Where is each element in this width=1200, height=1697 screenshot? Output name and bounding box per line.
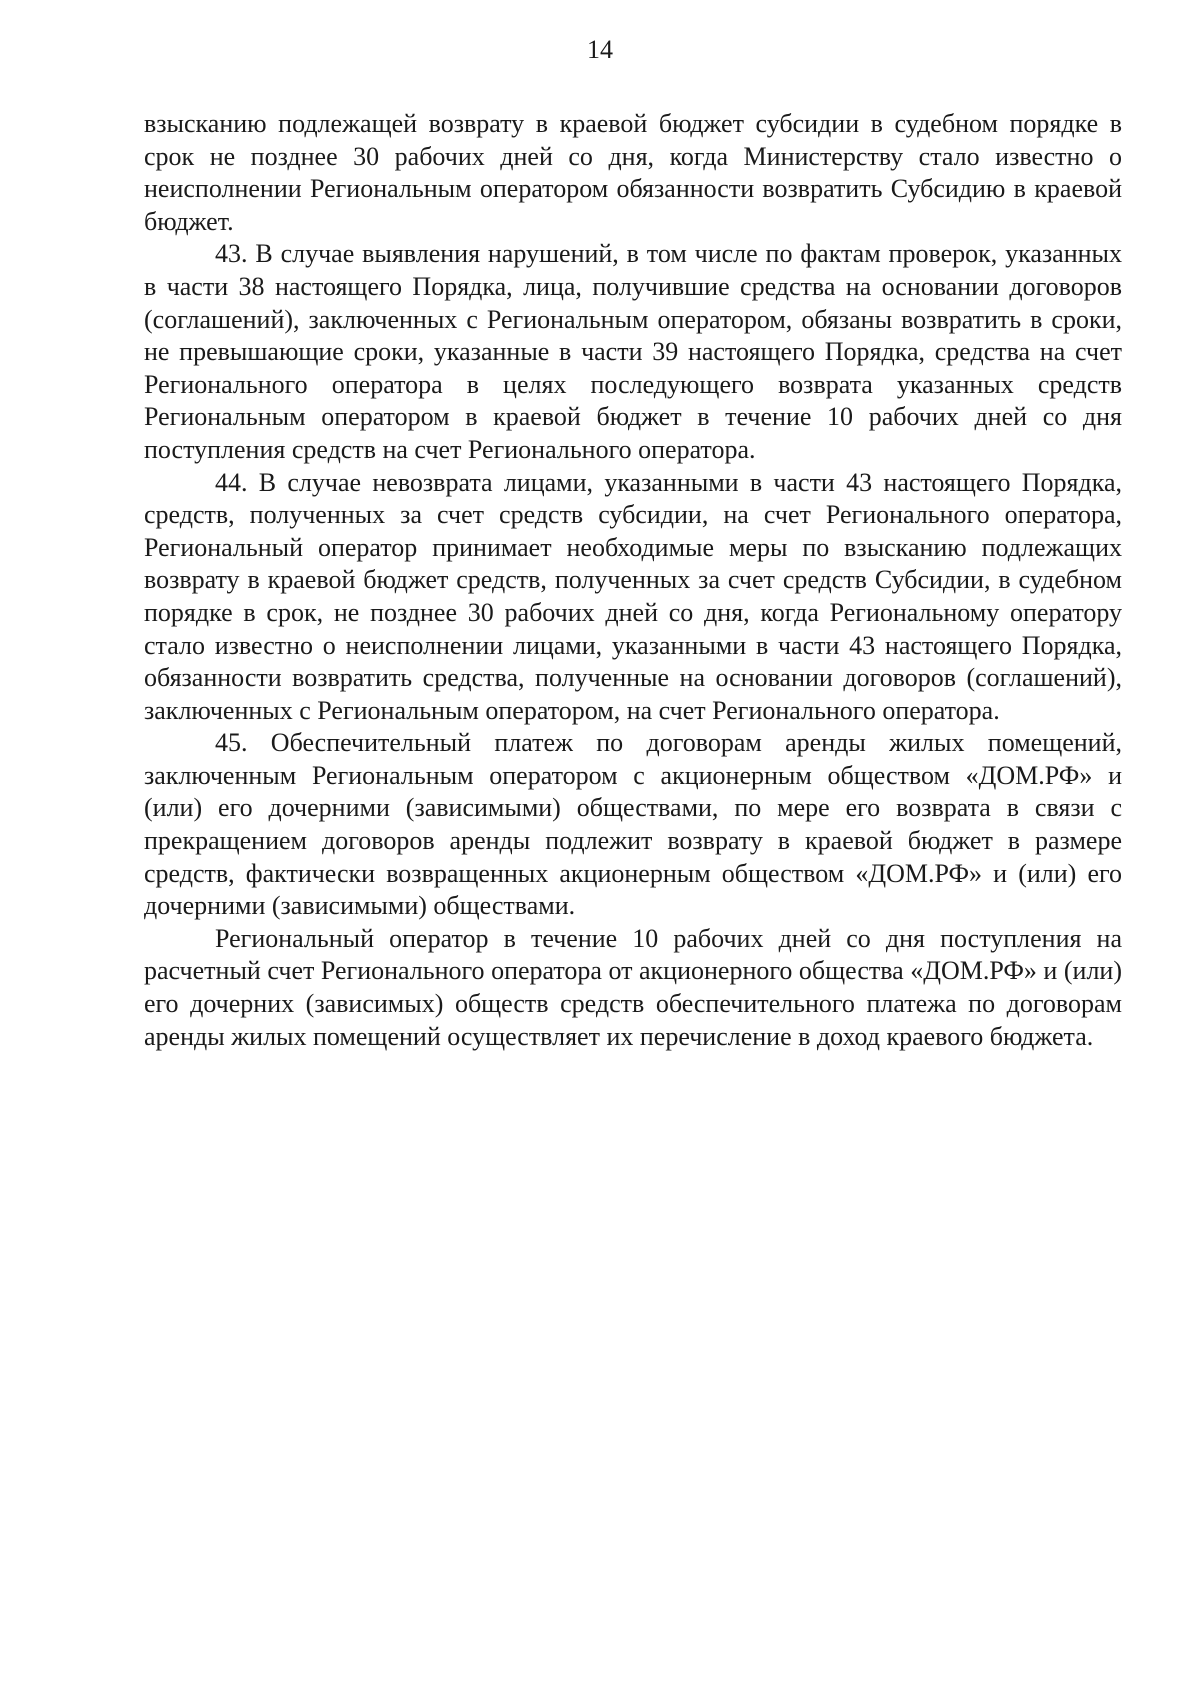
paragraph-43: 43. В случае выявления нарушений, в том числе по фактам проверок, указанных в части 38 настоящего Порядка, лица, получившие средства на основании договоров (соглашений), заключенных с Региональным оператором, обязаны возвратить в сроки, не превышающие сроки, указанные в части 39 настоящего Порядка, средства на счет Регионального оператора в целях последующего возврата указанных средств Региональным оператором в краевой бюджет в течение 10 рабочих дней со дня поступления средств на счет Регионального оператора. <box>144 239 1122 464</box>
document-body <box>144 108 1122 1053</box>
paragraph-44: 44. В случае невозврата лицами, указанными в части 43 настоящего Порядка, средств, полученных за счет средств субсидии, на счет Регионального оператора, Региональный оператор принимает необходимые меры по взысканию подлежащих возврату в краевой бюджет средств, полученных за счет средств Субсидии, в судебном порядке в срок, не позднее 30 рабочих дней со дня, когда Региональному оператору стало известно о неисполнении лицами, указанными в части 43 настоящего Порядка, обязанности возвратить средства, полученные на основании договоров (соглашений), заключенных с Региональным оператором, на счет Регионального оператора. <box>144 467 1122 725</box>
paragraph-45-continuation: Региональный оператор в течение 10 рабочих дней со дня поступления на расчетный счет Регионального оператора от акционерного общества «ДОМ.РФ» и (или) его дочерних (зависимых) обществ средств обеспечительного платежа по договорам аренды жилых помещений осуществляет их перечисление в доход краевого бюджета. <box>144 923 1122 1051</box>
paragraph-45: 45. Обеспечительный платеж по договорам аренды жилых помещений, заключенным Региональным оператором с акционерным обществом «ДОМ.РФ» и (или) его дочерними (зависимыми) обществами, по мере его возврата в связи с прекращением договоров аренды подлежит возврату в краевой бюджет в размере средств, фактически возвращенных акционерным обществом «ДОМ.РФ» и (или) его дочерними (зависимыми) обществами. <box>144 728 1122 921</box>
page-number: 14 <box>587 35 613 64</box>
paragraph-continuation: взысканию подлежащей возврату в краевой бюджет субсидии в судебном порядке в срок не позднее 30 рабочих дней со дня, когда Министерству стало известно о неисполнении Региональным оператором обязанности возвратить Субсидию в краевой бюджет. <box>144 109 1122 236</box>
